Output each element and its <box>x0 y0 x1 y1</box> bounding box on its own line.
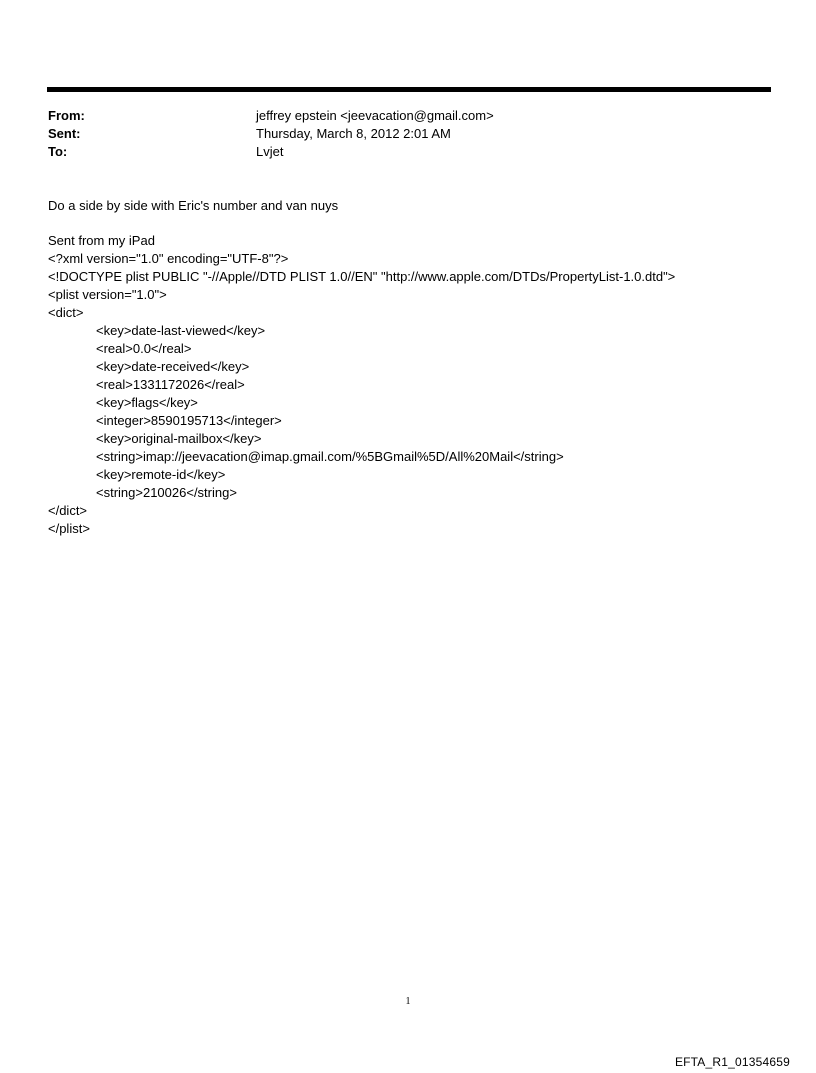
header-divider <box>47 87 771 92</box>
xml-line: <integer>8590195713</integer> <box>96 413 282 428</box>
xml-line: <key>date-received</key> <box>96 359 250 374</box>
xml-line: <key>remote-id</key> <box>96 467 226 482</box>
from-value: jeffrey epstein <jeevacation@gmail.com> <box>256 108 494 123</box>
xml-line: </dict> <box>48 503 88 518</box>
to-label: To: <box>48 144 68 159</box>
xml-line: <!DOCTYPE plist PUBLIC "-//Apple//DTD PLIST 1.0//EN" "http://www.apple.com/DTDs/PropertyList-1.0.dtd"> <box>48 269 676 284</box>
bates-number: EFTA_R1_01354659 <box>674 1055 790 1069</box>
email-body <box>48 197 788 538</box>
sent-value: Thursday, March 8, 2012 2:01 AM <box>256 126 451 141</box>
xml-line: <dict> <box>48 305 84 320</box>
xml-line: <string>imap://jeevacation@imap.gmail.com/%5BGmail%5D/All%20Mail</string> <box>96 449 564 464</box>
from-row <box>48 107 494 125</box>
xml-line: </plist> <box>48 521 90 536</box>
from-label: From: <box>48 108 85 123</box>
to-value: Lvjet <box>256 144 284 159</box>
xml-line: <key>flags</key> <box>96 395 198 410</box>
xml-line: <key>original-mailbox</key> <box>96 431 262 446</box>
xml-line: <plist version="1.0"> <box>48 287 167 302</box>
paragraph-gap <box>48 215 788 232</box>
xml-line: <real>0.0</real> <box>96 341 192 356</box>
email-header <box>48 107 494 161</box>
sent-row <box>48 125 494 143</box>
page-number: 1 <box>405 996 411 1007</box>
sent-label: Sent: <box>48 126 81 141</box>
to-row <box>48 143 494 161</box>
xml-line: <real>1331172026</real> <box>96 377 245 392</box>
xml-line: <string>210026</string> <box>96 485 237 500</box>
xml-line: <?xml version="1.0" encoding="UTF-8"?> <box>48 251 289 266</box>
xml-line: <key>date-last-viewed</key> <box>96 323 266 338</box>
message-text: Do a side by side with Eric's number and van nuys <box>48 198 339 213</box>
signature-text: Sent from my iPad <box>48 233 155 248</box>
